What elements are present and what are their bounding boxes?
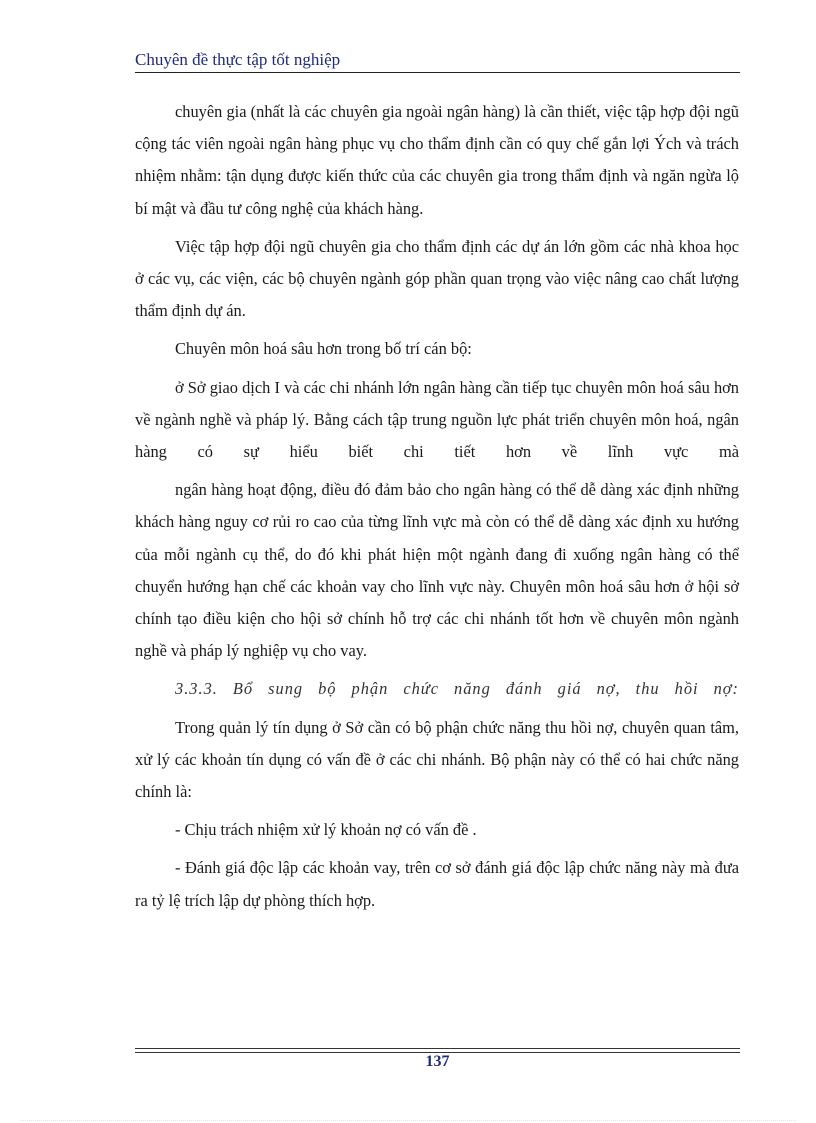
document-body [135,96,739,917]
paragraph-6: Trong quản lý tín dụng ở Sở cần có bộ phận chức năng thu hồi nợ, chuyên quan tâm, xử lý các khoản tín dụng có vấn đề ở các chi nhánh. Bộ phận này có thể có hai chức năng chính là: [135,717,739,802]
paragraph-1: chuyên gia (nhất là các chuyên gia ngoài ngân hàng) là cần thiết, việc tập hợp đội ngũ cộng tác viên ngoài ngân hàng phục vụ cho thẩm định cần có quy chế gắn lợi Ých và trách nhiệm nhằm: tận dụng được kiến thức của các chuyên gia trong thẩm định và ngăn ngừa lộ bí mật và đầu tư công nghệ của khách hàng. [135,102,739,218]
page-number: 137 [425,1053,450,1070]
list-item-1: - Chịu trách nhiệm xử lý khoản nợ có vấn đề . [175,820,477,840]
paragraph-4: ở Sở giao dịch I và các chi nhánh lớn ngân hàng cần tiếp tục chuyên môn hoá sâu hơn về ngành nghề và pháp lý. Bằng cách tập trung nguồn lực phát triển chuyên môn hoá, ngân hàng có sự hiểu biết chi tiết hơn về lĩnh vực mà [135,377,739,462]
list-item-2: - Đánh giá độc lập các khoản vay, trên cơ sở đánh giá độc lập chức năng này mà đưa ra tỷ lệ trích lập dự phòng thích hợp. [135,858,739,910]
section-heading: 3.3.3. Bổ sung bộ phận chức năng đánh giá nợ, thu hồi nợ: [175,679,739,699]
paragraph-3: Chuyên môn hoá sâu hơn trong bố trí cán bộ: [175,339,472,359]
running-header: Chuyên đề thực tập tốt nghiệp [135,50,341,69]
paragraph-5: ngân hàng hoạt động, điều đó đảm bảo cho ngân hàng có thể dễ dàng xác định những khách hàng nguy cơ rủi ro cao của từng lĩnh vực mà còn có thể dễ dàng xác định xu hướng của mỗi ngành cụ thể, do đó khi phát hiện một ngành đang đi xuống ngân hàng có thể chuyển hướng hạn chế các khoản vay cho lĩnh vực này. Chuyên môn hoá sâu hơn ở hội sở chính tạo điều kiện cho hội sở chính hỗ trợ các chi nhánh tốt hơn về chuyên môn ngành nghề và pháp lý nghiệp vụ cho vay. [135,480,739,661]
header-rule [135,72,740,73]
paragraph-2: Việc tập hợp đội ngũ chuyên gia cho thẩm định các dự án lớn gồm các nhà khoa học ở các vụ, các viện, các bộ chuyên ngành góp phần quan trọng vào việc nâng cao chất lượng thẩm định dự án. [135,236,739,321]
page-edge-dotline [20,1120,796,1121]
footer-rule-top [135,1048,740,1049]
